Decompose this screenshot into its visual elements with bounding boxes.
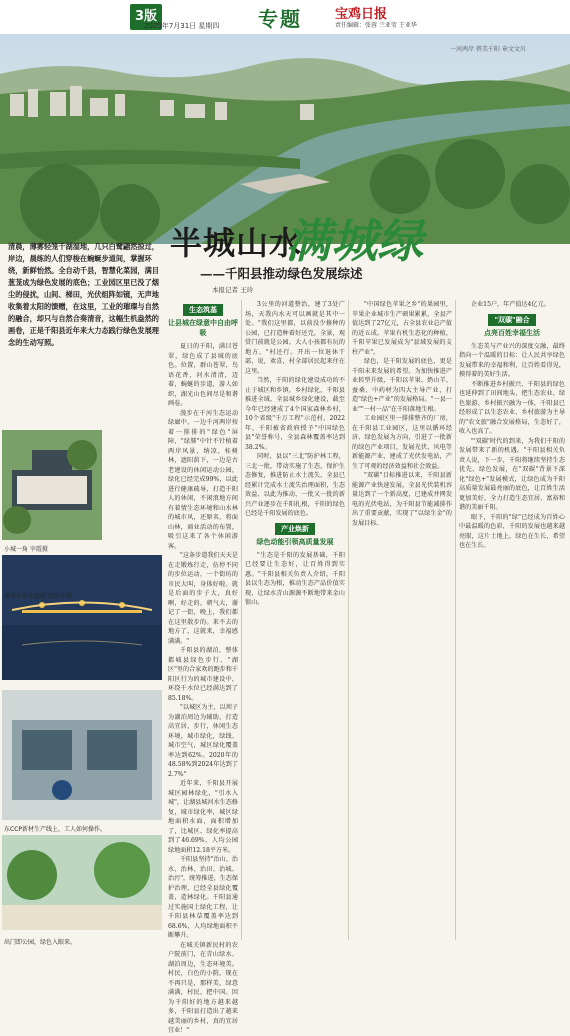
paragraph: "这条步道我们天天是在走锻炼行走，伍停不同的步位运动，一个街坊的市民大叫，身体好啦。就是后面的步子大，真好啊，好走的，朝气大，谢记了一街，晚上，我们都在这里散步的。来不去的地方了，这就来，幸福感满满。"	[168, 552, 238, 645]
paragraph: "双碳"目标推进以来，千阳县新能源产业快速发展，全县光伏装机容量达到了一个新高度，已建成并网发电的光伏电站，为千阳县节能减排作出了重要贡献，实现了"以绿生金"的发展目标。	[352, 472, 452, 527]
issue-date: 2025年7月31日 星期四	[144, 22, 220, 30]
masthead	[0, 0, 570, 34]
section-title: 专题	[258, 7, 302, 31]
paragraph: 千阳县的湖泊，整体都城县绿色步行、"湖区"里的合家欢的跑步和千阳区行为的城市建设中，环绕千水位已经满达到了85.18%。	[168, 647, 238, 702]
photo-town-corner	[2, 430, 102, 540]
paragraph: 工业园区里一排排整齐的厂房，在千阳县工业园区，这里以循环经济、绿色发展为方向，引进了一批新的绿色产业项目，发展光伏、风电等新能源产业，建成了光伏发电站，产生了可观的经济效益和社会效益。	[352, 415, 452, 470]
column-divider	[455, 300, 456, 940]
headline-accent: 满城绿	[285, 214, 423, 268]
photo-caption: 夜幕下的天池湖 张沙华摄	[4, 593, 72, 600]
paragraph: 同时，县以"三北"防护林工程，三北一批，带动实施了生态，保护生态修复，推进防止水土流失，全县已经累计完成水土流失治理面积，生态效益、以此为推动、一批又一批的新兴产业逐步在千阳扎根，千阳的绿色已经是千阳发展的底色。	[245, 453, 345, 517]
paragraph: 近年来，千阳县开展城区园林绿化，"引水入城"，让湖县城河水生态修复，城市绿化率，城区绿地面积水面，面积增加了，比城区、绿化率提高到了46.69%，人均公园绿地面积12.18平方米。	[168, 780, 238, 854]
column-2	[245, 300, 345, 945]
paragraph: 在城关镇新民村的农户院前门，在青山绿水、湖泊周边，生态环境美。村民，白色的小院，现在不再只是，那样美，绿意满满，村民，把中国。因为千阳好的地方越来越多，千阳县打造出了越来越美丽的乡村，真的宜居宜业！"	[168, 941, 238, 1034]
paragraph: 3公里的河道整治，建了3处广场，天我内水天可以画就是其中一处。"我们这里都，以前没少修种的公园，已打造种着好还完，全景，观赏门前就是公园，大人小孩都有玩的地方，"村还行。开出一位退休干部，说，欢喜，村全部居民起来住在这里。	[245, 301, 345, 375]
column-3	[352, 300, 452, 945]
column-4	[459, 300, 565, 945]
paragraph: "生态是千阳的发展基础，千阳已经要让生态好，让百姓得到实惠。"千阳县相关负责人介绍，千阳县以生态为根，推动生态产品价值实现，让绿水青山源源不断地带来金山银山。	[245, 551, 345, 606]
photo-factory	[2, 690, 162, 820]
headline-main: 半城山水	[170, 224, 303, 262]
photo-caption: 出门即公园，绿色入眼来。	[4, 939, 77, 946]
photo-lake-night	[2, 555, 162, 680]
column-1	[168, 300, 238, 1034]
section-heading-2: 产业焕新 绿色动能引领高质量发展	[256, 524, 334, 546]
column-slogan: 一河两岸 碧美千阳 章文文川	[450, 46, 526, 53]
column-divider	[348, 300, 349, 940]
photo-park	[2, 835, 162, 930]
paragraph: "中国绿色苹果之乡"的果园里，苹果企业城市生产硕果累累，全县产值达到了27亿元，占全县农业总产值的近五成。苹果有机生态化的种植，千阳苹果已发展成为"县域发展的支柱产业"。	[352, 301, 452, 356]
paragraph: 千阳县坚持"治山、治水、治林、治田、治城、治污"，统筹推进，生态保护治理，已经全县绿化覆盖，造林绿化。千阳县通过实施国土绿化工程，让千阳县林草覆盖率达到68.6%，人均绿地面积不断攀升。	[168, 856, 238, 939]
paragraph: 漫步在千河生态运动绿廊中，一边千河两岸按着一排排的"绿色"屏障，"绿肺"中针不针植着两岸风景，纳凉，桂树林，遮阳荫下，一边是古老建设的休闲运动公园，绿化已经完成99%，以此进行健康疏导，打造千阳人的休闲，不闲浪地方间有着情生态环境和山水林的城市风，还原名，将面山林，商业活动的布置，吸引这来了各个休闲游客。	[168, 409, 238, 550]
intro-text: 清晨，薄雾轻笼千湖湿地，几只白鹭翩然掠过，岸边，晨练的人们穿梭在蜿蜒步道间，掌握环绕，新鲜怡然。全自动千县，智慧化菜园，满目葱茏成为绿色发展的底色；工业园区里已没了烟尘的侵扰，山间、梯田，光伏组阵如镜，无声地收集着太阳的馈赠，在这里，工业的璀璨与自然的融合，却只与自然合奏清音，这幅生机盎然的画卷，正是千阳县近年来大力态践行绿色发展理念的生动写照。	[8, 242, 159, 347]
page-number: 3版	[130, 4, 162, 30]
editors-line: 责任编辑：张蓉 兰亚莹 王亚华	[335, 22, 417, 29]
newspaper-logo: 宝鸡日报	[335, 7, 388, 22]
section-heading-1: 生态筑基 让县城在绿意中自由呼吸	[168, 306, 238, 337]
paragraph: 当然，千阳的绿化建设成功的不止于城区和乡镇，乡村绿化，千阳县推进全域，全县城乡绿化建设，截至今年已经建成了4个国家森林乡村，10个省级"千万工程"示范村，2022年，千阳被省政府授予"中国绿色县"荣誉称号，全县森林覆盖率达到38.2%。	[245, 377, 345, 451]
byline: 本报记者 王玲	[212, 286, 254, 294]
paragraph: 绿色，是千阳发展的底色，更是千阳未来发展的希望。为加快推进产业转型升级，千阳以苹果、奶山羊、蚕桑、中药材为四大主导产业，打造"绿色+产业"的发展格局。"一县一业""一村一品"在千阳落地生根。	[352, 358, 452, 413]
paragraph: "'双碳'时代的到来，为我们千阳的发展带来了新的机遇。"千阳县相关负责人说，下一步，千阳将继续坚持生态优先、绿色发展，在"双碳"背景下深化"绿色+"发展模式，让绿色成为千阳高质量发展最亮丽的底色，让百姓生活更加美好，全力打造生态宜居、富裕和谐的美丽千阳。	[459, 437, 565, 511]
headline-subtitle: ——千阳县推动绿色发展综述	[200, 266, 363, 281]
photo-caption: 小城一角 宰霞摄	[4, 546, 48, 553]
intro-panel	[0, 235, 168, 345]
paragraph: 夏日的千阳，满目苍翠，绿色成了县城的底色。位置，群山苍翠，鸟语花香，河水清清，迈着，蜿蜒的步道，游人如织，湖光山色间尽是和谐画卷。	[168, 343, 238, 407]
paragraph: "以城区为主，以坝子为湖泊周边为辅助，打造高宜居，步行，休闲生态环境，城市绿化，绿线、城市空气，城区绿化覆盖率达到62%。2020年的48.58%到2024年达到了2.7%"	[168, 704, 238, 778]
paragraph: 不断推进乡村振兴，千阳县的绿色也延伸到了田间地头，把生态农业、绿色旅游、乡村振兴融为一体，千阳县已经形成了以生态农业、乡村旅游为主导的"农文旅"融合发展格局，生态好了，收入也高了。	[459, 380, 565, 435]
photo-caption: 东CCP新材生产线上，工人如何操作。	[4, 826, 106, 833]
paragraph: 企业15户，年产值达4亿元。	[471, 301, 550, 308]
paragraph: 眼下，千阳的"绿"已经成为百姓心中最温暖的色彩，千阳的发展也越来越亮眼，这片土地上，绿色在生长，希望也在生长。	[459, 513, 565, 549]
column-divider	[241, 300, 242, 940]
section-heading-3: "双碳"融合 点亮百姓幸福生活	[484, 315, 540, 337]
paragraph: 生态美与产业兴的深度交融，最终指向一个温暖的目标：让人民共享绿色发展带来的幸福和利，让百姓看得见，摸得着的美好生活。	[459, 342, 565, 378]
